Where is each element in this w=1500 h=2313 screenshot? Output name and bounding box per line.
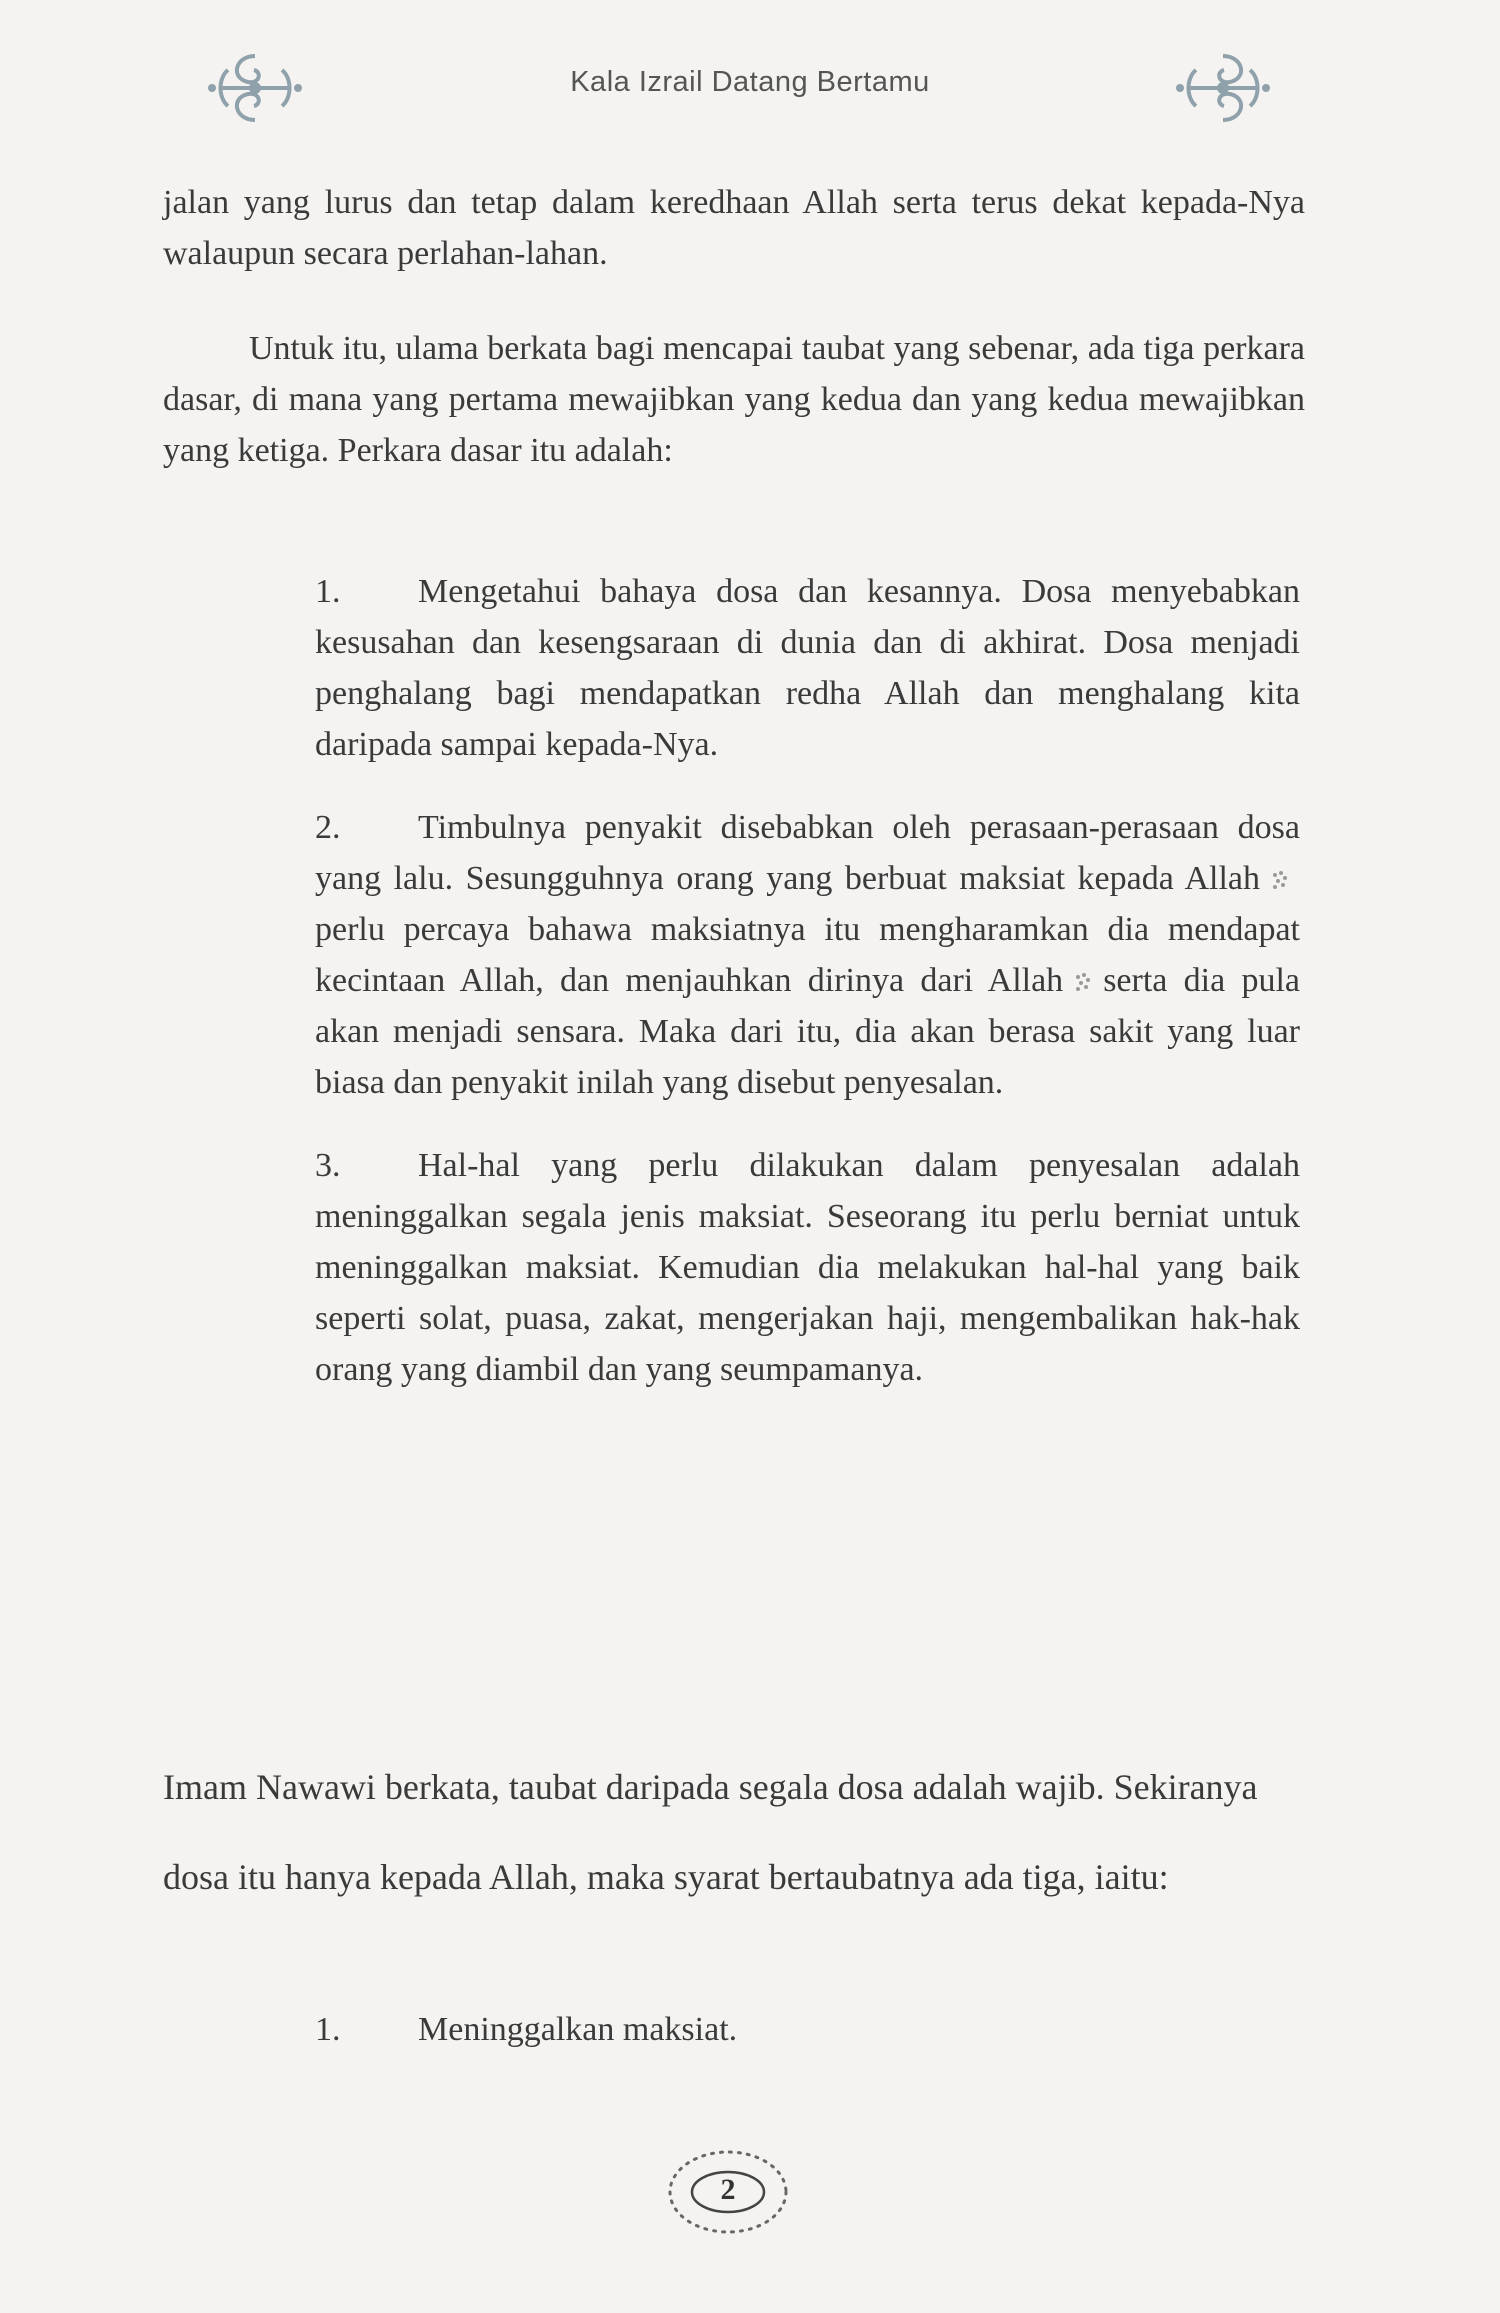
list-item xyxy=(315,1140,1300,1395)
list-number: 1. xyxy=(315,573,341,610)
swt-symbol-icon xyxy=(1270,869,1290,891)
running-title: Kala Izrail Datang Bertamu xyxy=(570,66,930,98)
ornament-right-icon xyxy=(1168,48,1278,128)
paragraph-1: jalan yang lurus dan tetap dalam keredhaan Allah serta terus dekat kepada-Nya walaupun secara perlahan-lahan. xyxy=(163,184,1305,272)
imam-nawawi-paragraph: Imam Nawawi berkata, taubat daripada segala dosa adalah wajib. Sekiranya dosa itu hanya kepada Allah, maka syarat bertaubatnya ada tiga, iaitu: xyxy=(163,1767,1258,1897)
paragraph-2: Untuk itu, ulama berkata bagi mencapai taubat yang sebenar, ada tiga perkara dasar, di mana yang pertama mewajibkan yang kedua dan yang kedua mewajibkan yang ketiga. Perkara dasar itu adalah: xyxy=(163,330,1305,469)
list-item-text: serta dia pula akan menjadi sensara. Maka dari itu, dia akan berasa sakit yang luar biasa dan penyakit inilah yang disebut penyesalan. xyxy=(315,962,1301,1101)
list-number: 2. xyxy=(315,809,341,846)
list-item-text: perlu percaya bahawa maksiatnya itu mengharamkan dia mendapat kecintaan Allah, dan menjauhkan dirinya dari Allah xyxy=(315,911,1300,999)
list-item-text: Hal-hal yang perlu dilakukan dalam penyesalan adalah meninggalkan segala jenis maksiat. Seseorang itu perlu berniat untuk meninggalkan maksiat. Kemudian dia melakukan hal-hal yang baik seperti solat, puasa, zakat, mengerjakan haji, mengembalikan hak-hak orang yang diambil dan yang seumpamanya. xyxy=(315,1147,1300,1388)
page-number xyxy=(663,2147,793,2237)
list-item xyxy=(315,802,1300,1108)
swt-symbol-icon xyxy=(1073,971,1093,993)
list-number: 3. xyxy=(315,1147,341,1184)
numbered-list-1 xyxy=(315,566,1300,1427)
list-item-text: Meninggalkan maksiat. xyxy=(418,2011,738,2048)
page-header xyxy=(0,48,1500,128)
list-item-text: Mengetahui bahaya dosa dan kesannya. Dosa menyebabkan kesusahan dan kesengsaraan di dunia dan di akhirat. Dosa menjadi penghalang bagi mendapatkan redha Allah dan menghalang kita daripada sampai kepada-Nya. xyxy=(315,573,1300,763)
numbered-list-2 xyxy=(315,2004,737,2055)
page-number-text: 2 xyxy=(720,2173,736,2206)
list-item-text: Timbulnya penyakit disebabkan oleh perasaan-perasaan dosa yang lalu. Sesungguhnya orang yang berbuat maksiat kepada Allah xyxy=(315,809,1300,897)
list-item xyxy=(315,566,1300,770)
list-number: 1. xyxy=(315,2011,341,2048)
